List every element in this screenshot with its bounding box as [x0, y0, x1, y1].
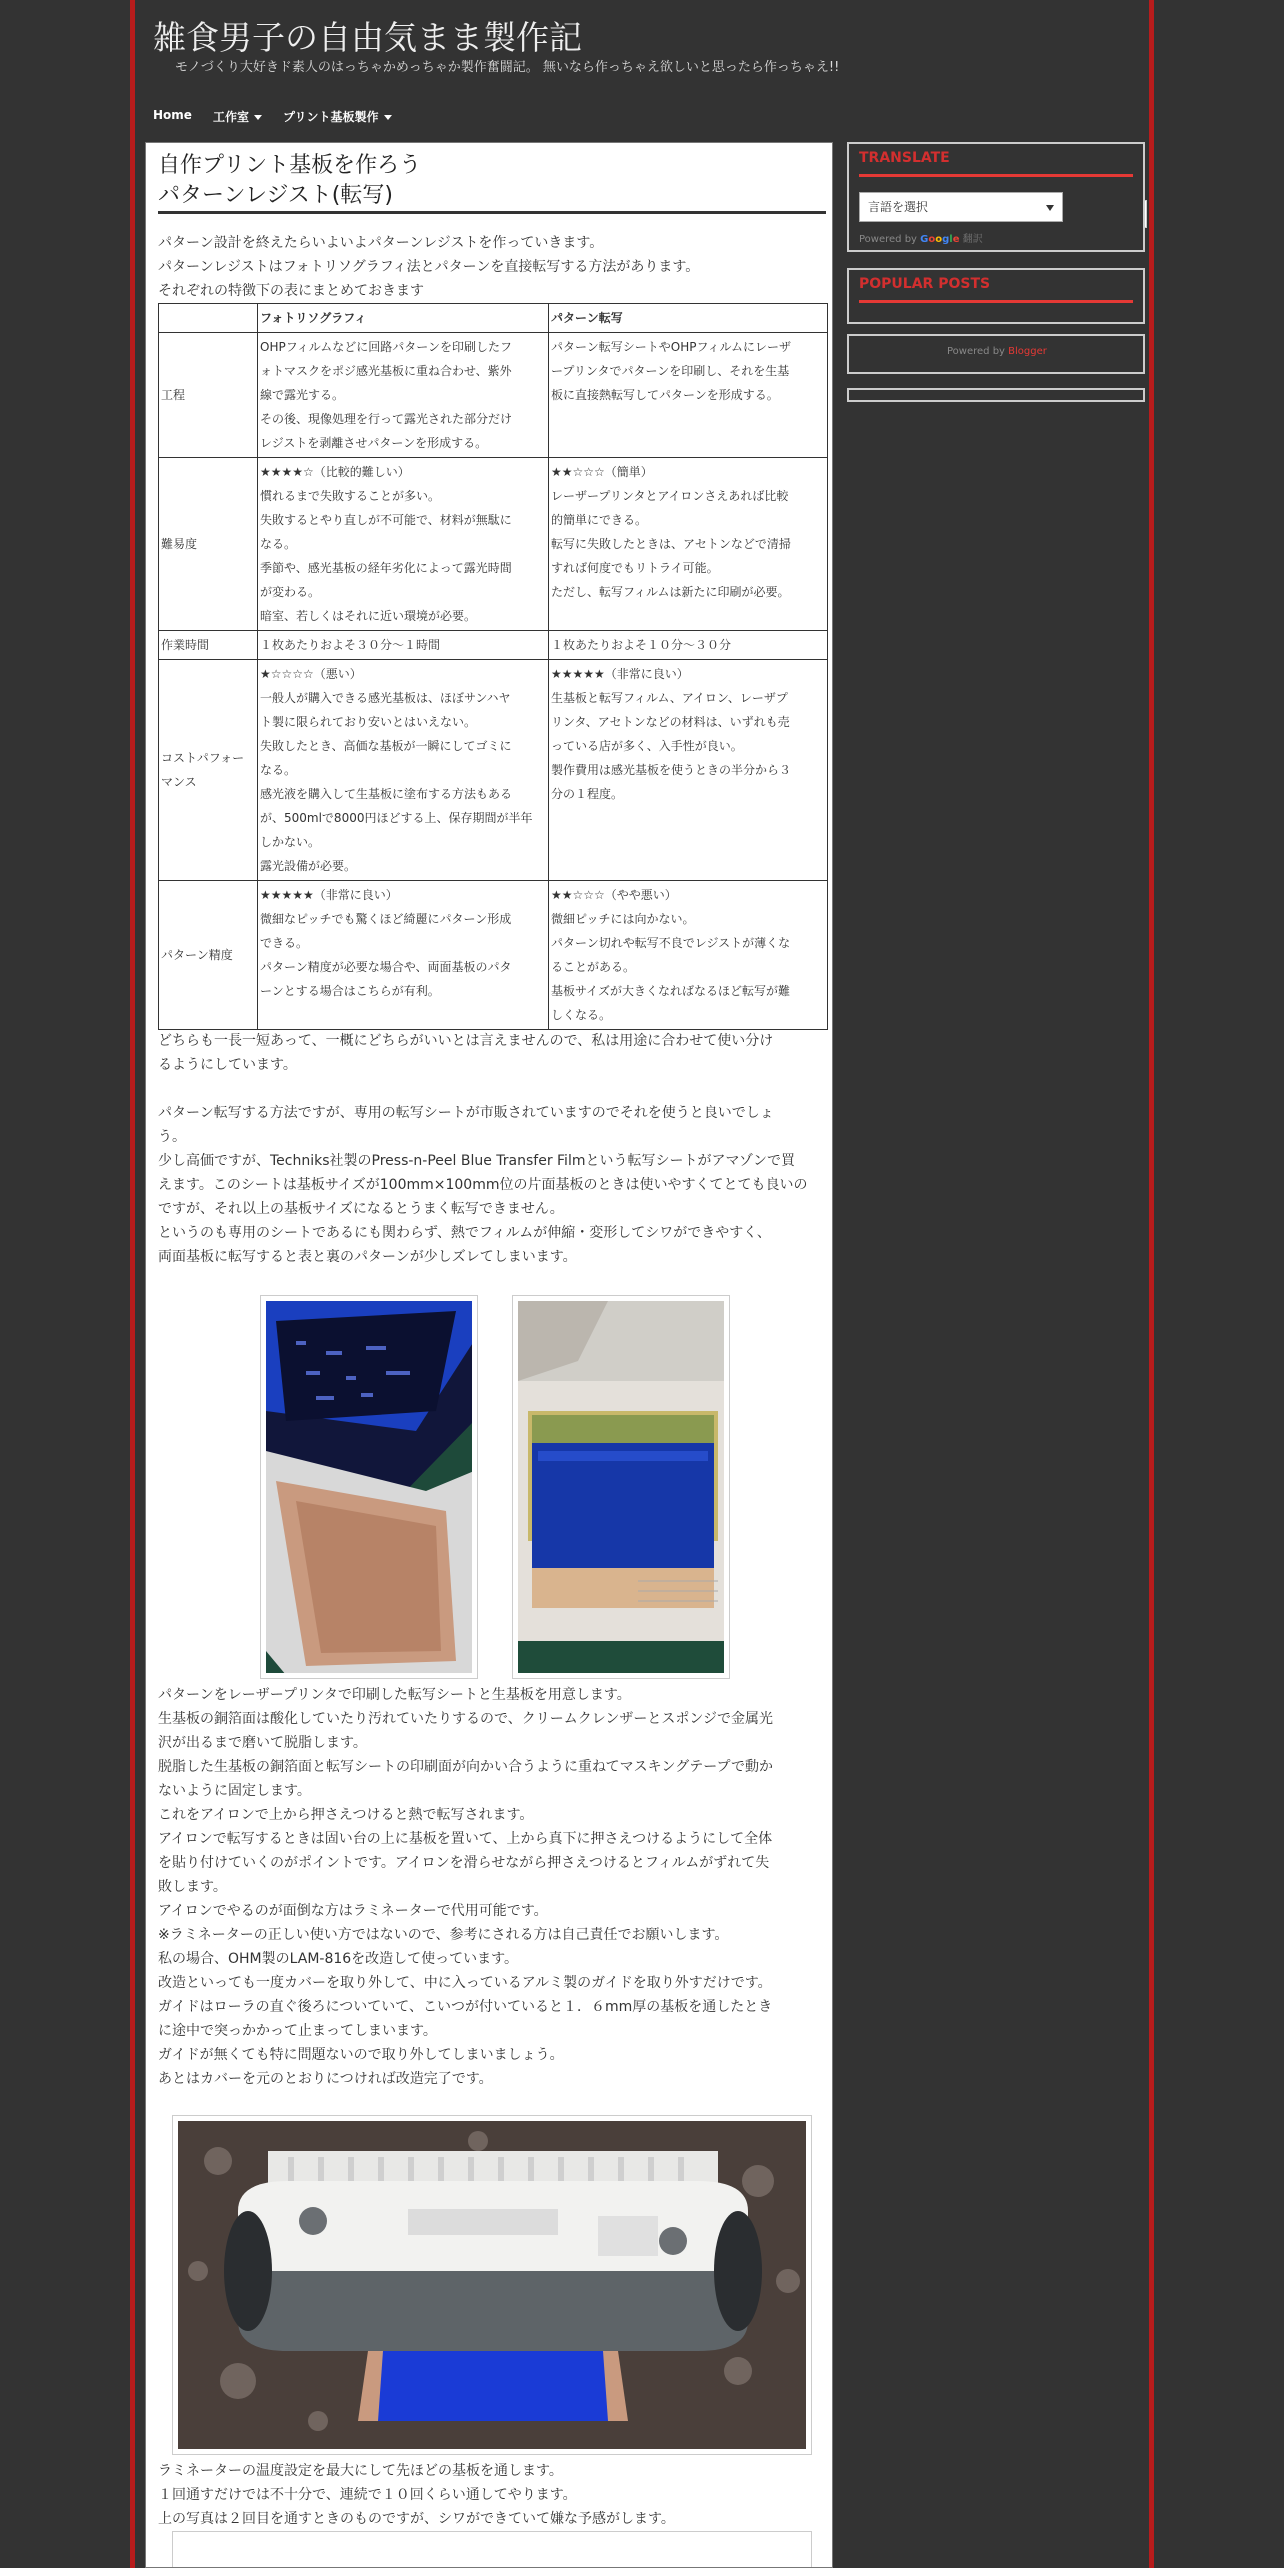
row-label: コストパフォーマンス [159, 660, 258, 881]
text-line: るようにしています。 [158, 1057, 297, 1073]
cell-line: ★★☆☆☆（やや悪い） [551, 888, 677, 902]
photo-laminator[interactable] [172, 2115, 812, 2455]
text-line: ※ラミネーターの正しい使い方ではないので、参考にされる方は自己責任でお願いします。 [158, 1927, 729, 1943]
text-line: ラミネーターの温度設定を最大にして先ほどの基板を通します。 [158, 2463, 563, 2479]
powered-text: Powered by [947, 346, 1005, 357]
post-title [158, 151, 421, 211]
photo-image [518, 1301, 724, 1673]
text-line: パターン設計を終えたらいよいよパターンレジストを作っていきます。 [158, 235, 604, 251]
language-select[interactable] [859, 192, 1063, 222]
cell-line: ★★★★★（非常に良い） [260, 888, 398, 902]
cell-line: １枚あたりおよそ３０分～１時間 [260, 638, 441, 652]
widget-title: TRANSLATE [859, 150, 950, 166]
row-label: 工程 [159, 333, 258, 458]
text-line: これをアイロンで上から押さえつけると熱で転写されます。 [158, 1807, 534, 1823]
photo-ironed-board[interactable] [512, 1295, 730, 1679]
text-line: どちらも一長一短あって、一概にどちらがいいとは言えませんので、私は用途に合わせて使い分け [158, 1033, 774, 1049]
site-title[interactable]: 雑食男子の自由気まま製作記 [153, 18, 582, 57]
table-cell [549, 631, 828, 660]
cell-line: パターン転写シートやOHPフィルムにレーザ [551, 340, 792, 354]
site-description: モノづくり大好きド素人のはっちゃかめっちゃか製作奮闘記。 無いなら作っちゃえ欲しいと思ったら作っちゃえ!! [175, 60, 840, 75]
intro-paragraph [158, 231, 826, 303]
table-header: パターン転写 [549, 304, 828, 333]
table-row [159, 881, 828, 1030]
cell-line: 板に直接熱転写してパターンを形成する。 [551, 388, 779, 402]
photo-transfer-sheet[interactable] [260, 1295, 478, 1679]
table-cell [258, 458, 549, 631]
cell-line: しくなる。 [551, 1008, 612, 1022]
cell-line: 失敗したとき、高価な基板が一瞬にしてゴミに [260, 739, 512, 753]
cell-line: が、500mlで8000円ほどする上、保存期間が半年 [260, 811, 533, 825]
text-line: アイロンでやるのが面倒な方はラミネーターで代用可能です。 [158, 1903, 548, 1919]
text-line: 少し高価ですが、Techniks社製のPress-n-Peel Blue Transfer Filmという転写シートがアマゾンで買 [158, 1153, 796, 1169]
cell-line: ★★☆☆☆（簡単） [551, 465, 653, 479]
cell-line: ープリンタでパターンを印刷し、それを生基 [551, 364, 790, 378]
cell-line: すれば何度でもリトライ可能。 [551, 561, 719, 575]
cell-line: ーンとする場合はこちらが有利。 [260, 984, 440, 998]
text-line: に途中で突っかかって止まってしまいます。 [158, 2023, 437, 2039]
cell-line: っている店が多く、入手性が良い。 [551, 739, 743, 753]
text-line: あとはカバーを元のとおりにつければ改造完了です。 [158, 2071, 493, 2087]
table-cell [549, 660, 828, 881]
cell-line: レーザープリンタとアイロンさえあれば比較 [551, 489, 789, 503]
photo-image [178, 2121, 806, 2449]
nav-item-pcb[interactable] [283, 108, 392, 125]
paragraph-laminator-result [158, 2459, 826, 2531]
table-cell [549, 881, 828, 1030]
post-title-line2: パターンレジスト(転写) [158, 183, 393, 208]
table-row [159, 660, 828, 881]
table-row [159, 631, 828, 660]
cell-line: しかない。 [260, 835, 321, 849]
post-body [145, 142, 833, 2568]
translate-widget [847, 142, 1145, 252]
empty-widget [847, 388, 1145, 402]
cell-line: ★★★★★（非常に良い） [551, 667, 689, 681]
widget-divider [859, 174, 1133, 177]
widget-divider [859, 300, 1133, 303]
cell-line: 的簡単にできる。 [551, 513, 648, 527]
text-line: えます。このシートは基板サイズが100mm×100mm位の片面基板のときは使いやすくてとても良いの [158, 1177, 808, 1193]
powered-by-google[interactable] [859, 230, 983, 245]
main-nav [135, 100, 1149, 130]
powered-by-blogger[interactable] [947, 346, 1047, 357]
cell-line: なる。 [260, 763, 297, 777]
cell-line: が変わる。 [260, 585, 321, 599]
text-line: アイロンで転写するときは固い台の上に基板を置いて、上から真下に押さえつけるようにして全体 [158, 1831, 773, 1847]
text-line: というのも専用のシートであるにも関わらず、熱でフィルムが伸縮・変形してシワができやすく、 [158, 1225, 771, 1241]
text-line: ガイドが無くても特に問題ないので取り外してしまいましょう。 [158, 2047, 564, 2063]
text-line: 生基板の銅箔面は酸化していたり汚れていたりするので、クリームクレンザーとスポンジで金属光 [158, 1711, 774, 1727]
table-header [159, 304, 258, 333]
chevron-down-icon [1046, 205, 1054, 211]
row-label: 作業時間 [159, 631, 258, 660]
photo-drawing [266, 1301, 472, 1673]
cell-line: 一般人が購入できる感光基板は、ほぼサンハヤ [260, 691, 511, 705]
cell-line: 分の１程度。 [551, 787, 624, 801]
photo-drawing [518, 1301, 724, 1673]
table-row [159, 333, 828, 458]
cell-line: リンタ、アセトンなどの材料は、いずれも売 [551, 715, 790, 729]
photo-next[interactable] [172, 2531, 812, 2568]
text-line: ですが、それ以上の基板サイズになるとうまく転写できません。 [158, 1201, 564, 1217]
table-row [159, 458, 828, 631]
cell-line: ★☆☆☆☆（悪い） [260, 667, 362, 681]
caret-down-icon [384, 115, 392, 120]
paragraph-transfer-film [158, 1101, 826, 1269]
text-line: 敗します。 [158, 1879, 227, 1895]
text-line: う。 [158, 1129, 186, 1145]
cell-line: 露光設備が必要。 [260, 859, 357, 873]
cell-line: 失敗するとやり直しが不可能で、材料が無駄に [260, 513, 512, 527]
cell-line: 暗室、若しくはそれに近い環境が必要。 [260, 609, 477, 623]
popular-posts-widget [847, 268, 1145, 324]
paragraph-ironing [158, 1683, 826, 1947]
nav-label: 工作室 [213, 110, 250, 124]
blogger-link: Blogger [1008, 346, 1047, 357]
cell-line: 微細なピッチでも驚くほど綺麗にパターン形成 [260, 912, 512, 926]
cell-line: 生基板と転写フィルム、アイロン、レーザプ [551, 691, 788, 705]
text-line: 脱脂した生基板の銅箔面と転写シートの印刷面が向かい合うように重ねてマスキングテープで動か [158, 1759, 773, 1775]
powered-text: Powered by [859, 234, 917, 245]
text-line: 両面基板に転写すると表と裏のパターンが少しズレてしまいます。 [158, 1249, 577, 1265]
caret-down-icon [254, 115, 262, 120]
nav-item-workshop[interactable] [213, 108, 262, 125]
table-cell [549, 333, 828, 458]
page-frame [130, 0, 1154, 2568]
cell-line: 転写に失敗したときは、アセトンなどで清掃 [551, 537, 791, 551]
text-line: それぞれの特徴下の表にまとめておきます [158, 283, 424, 299]
text-line: 沢が出るまで磨いて脱脂します。 [158, 1735, 367, 1751]
row-label: 難易度 [159, 458, 258, 631]
blogger-attribution [847, 334, 1145, 374]
text-line: 改造といっても一度カバーを取り外して、中に入っているアルミ製のガイドを取り外すだけです。 [158, 1975, 772, 1991]
text-line: 上の写真は２回目を通すときのものですが、シワができていて嫌な予感がします。 [158, 2511, 675, 2527]
table-cell [258, 631, 549, 660]
cell-line: ト製に限られており安いとはいえない。 [260, 715, 477, 729]
table-cell [258, 333, 549, 458]
cell-line: レジストを剥離させパターンを形成する。 [260, 436, 488, 450]
cell-line: 線で露光する。 [260, 388, 345, 402]
cell-line: ただし、転写フィルムは新たに印刷が必要。 [551, 585, 790, 599]
cell-line: その後、現像処理を行って露光された部分だけ [260, 412, 513, 426]
photo-image [266, 1301, 472, 1673]
table-cell [549, 458, 828, 631]
cell-line: できる。 [260, 936, 309, 950]
cell-line: なる。 [260, 537, 297, 551]
text-line: ガイドはローラの直ぐ後ろについていて、こいつが付いていると１．６mm厚の基板を通したとき [158, 1999, 773, 2015]
cell-line: 製作費用は感光基板を使うときの半分から３ [551, 763, 792, 777]
translate-link: 翻訳 [962, 234, 983, 245]
cell-line: 微細ピッチには向かない。 [551, 912, 695, 926]
title-divider [158, 211, 826, 214]
text-line: 私の場合、OHM製のLAM-816を改造して使っています。 [158, 1951, 519, 1967]
nav-item-home[interactable] [153, 108, 192, 122]
table-cell [258, 881, 549, 1030]
cell-line: 季節や、感光基板の経年劣化によって露光時間 [260, 561, 512, 575]
cell-line: ★★★★☆（比較的難しい） [260, 465, 410, 479]
cell-line: 慣れるまで失敗することが多い。 [260, 489, 441, 503]
post-title-line1: 自作プリント基板を作ろう [158, 153, 422, 178]
photo-drawing [178, 2121, 806, 2449]
text-line: ないように固定します。 [158, 1783, 311, 1799]
cell-line: OHPフィルムなどに回路パターンを印刷したフ [260, 340, 513, 354]
nav-label: プリント基板製作 [283, 110, 379, 124]
cell-line: ることがある。 [551, 960, 636, 974]
text-line: パターンをレーザープリンタで印刷した転写シートと生基板を用意します。 [158, 1687, 631, 1703]
language-select-value: 言語を選択 [868, 200, 929, 214]
cell-line: パターン精度が必要な場合や、両面基板のパタ [260, 960, 512, 974]
table-header-row [159, 304, 828, 333]
google-logo: Google [920, 234, 960, 245]
row-label: パターン精度 [159, 881, 258, 1030]
comparison-table [158, 303, 828, 1030]
table-cell [258, 660, 549, 881]
cell-line: 基板サイズが大きくなればなるほど転写が難 [551, 984, 791, 998]
text-line: パターン転写する方法ですが、専用の転写シートが市販されていますのでそれを使うと良いでしょ [158, 1105, 774, 1121]
table-header: フォトリソグラフィ [258, 304, 549, 333]
cell-line: １枚あたりおよそ１０分～３０分 [551, 638, 732, 652]
widget-title: POPULAR POSTS [859, 276, 991, 292]
cell-line: 感光液を購入して生基板に塗布する方法もある [260, 787, 513, 801]
text-line: １回通すだけでは不十分で、連続で１０回くらい通してやります。 [158, 2487, 577, 2503]
paragraph-usage [158, 1029, 826, 1077]
text-line: パターンレジストはフォトリソグラフィ法とパターンを直接転写する方法があります。 [158, 259, 700, 275]
text-line: を貼り付けていくのがポイントです。アイロンを滑らせながら押さえつけるとフィルムがずれて失 [158, 1855, 770, 1871]
cell-line: パターン切れや転写不良でレジストが薄くな [551, 936, 791, 950]
cell-line: ォトマスクをポジ感光基板に重ね合わせ、紫外 [260, 364, 512, 378]
nav-label: Home [153, 108, 192, 122]
paragraph-laminator [158, 1947, 826, 2091]
